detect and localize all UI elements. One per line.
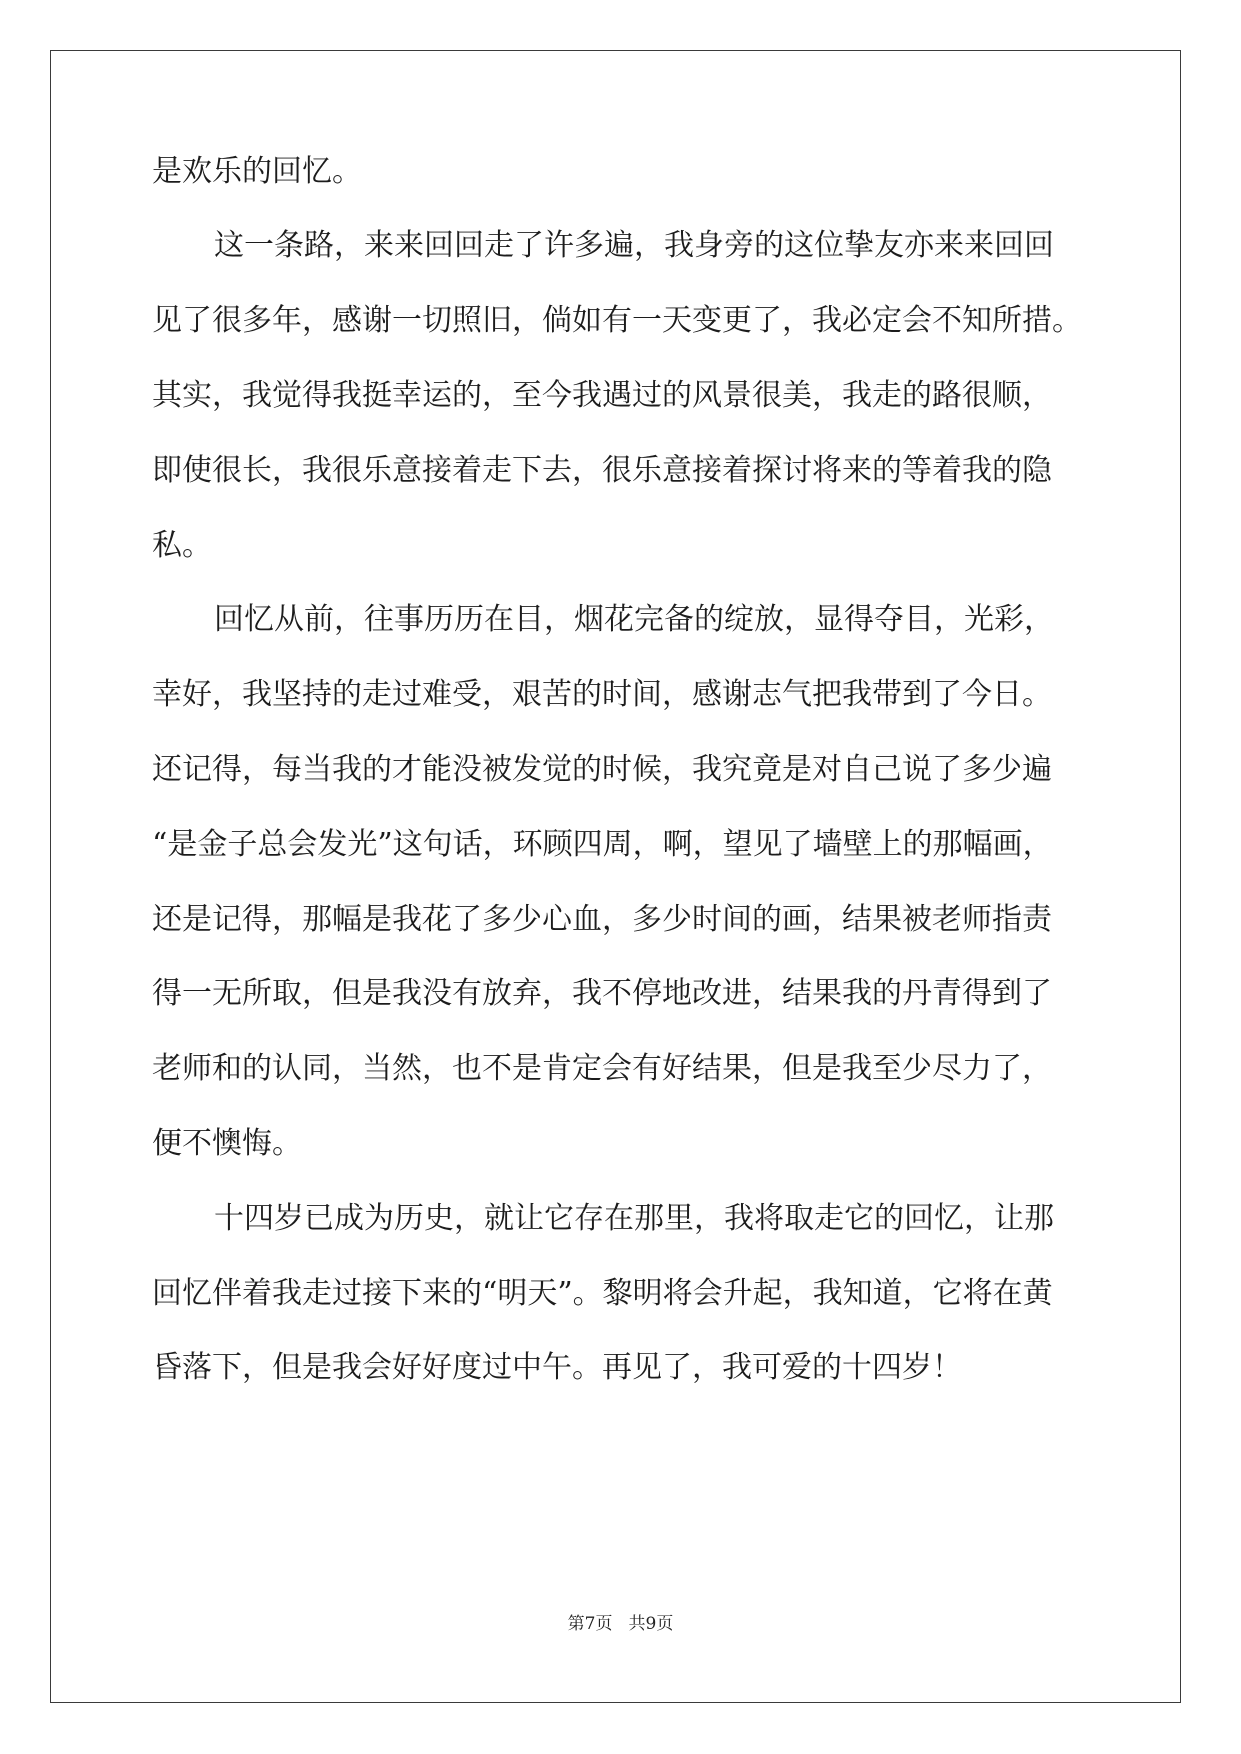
text-line: 其实，我觉得我挺幸运的，至今我遇过的风景很美，我走的路很顺， xyxy=(152,378,1052,413)
text-line: 得一无所取，但是我没有放弃，我不停地改进，结果我的丹青得到了 xyxy=(152,976,1052,1011)
text-line: 回忆伴着我走过接下来的“明天”。黎明将会升起，我知道，它将在黄 xyxy=(152,1276,1053,1311)
text-line: 回忆从前，往事历历在目，烟花完备的绽放，显得夺目，光彩， xyxy=(214,602,1054,637)
text-line: 这一条路，来来回回走了许多遍，我身旁的这位挚友亦来来回回 xyxy=(214,228,1054,263)
text-line: 还是记得，那幅是我花了多少心血，多少时间的画，结果被老师指责 xyxy=(152,902,1052,937)
text-line: 老师和的认同，当然，也不是肯定会有好结果，但是我至少尽力了， xyxy=(152,1051,1052,1086)
text-line: 昏落下，但是我会好好度过中午。再见了，我可爱的十四岁！ xyxy=(152,1350,962,1385)
page-footer xyxy=(0,1612,1241,1636)
page-number: 第7页 xyxy=(567,1614,613,1634)
text-line: 十四岁已成为历史，就让它存在那里，我将取走它的回忆，让那 xyxy=(214,1201,1054,1236)
text-line: 便不懊悔。 xyxy=(152,1126,302,1161)
text-line: 即使很长，我很乐意接着走下去，很乐意接着探讨将来的等着我的隐 xyxy=(152,453,1052,488)
page-total: 共9页 xyxy=(628,1614,674,1634)
text-line: 私。 xyxy=(152,528,212,563)
text-line: “是金子总会发光”这句话，环顾四周，啊，望见了墙壁上的那幅画， xyxy=(152,827,1053,862)
text-line: 还记得，每当我的才能没被发觉的时候，我究竟是对自己说了多少遍 xyxy=(152,752,1052,787)
text-line: 见了很多年，感谢一切照旧，倘如有一天变更了，我必定会不知所措。 xyxy=(152,303,1082,338)
text-line: 是欢乐的回忆。 xyxy=(152,154,362,189)
text-line: 幸好，我坚持的走过难受，艰苦的时间，感谢志气把我带到了今日。 xyxy=(152,677,1052,712)
page-border xyxy=(50,50,1181,1703)
